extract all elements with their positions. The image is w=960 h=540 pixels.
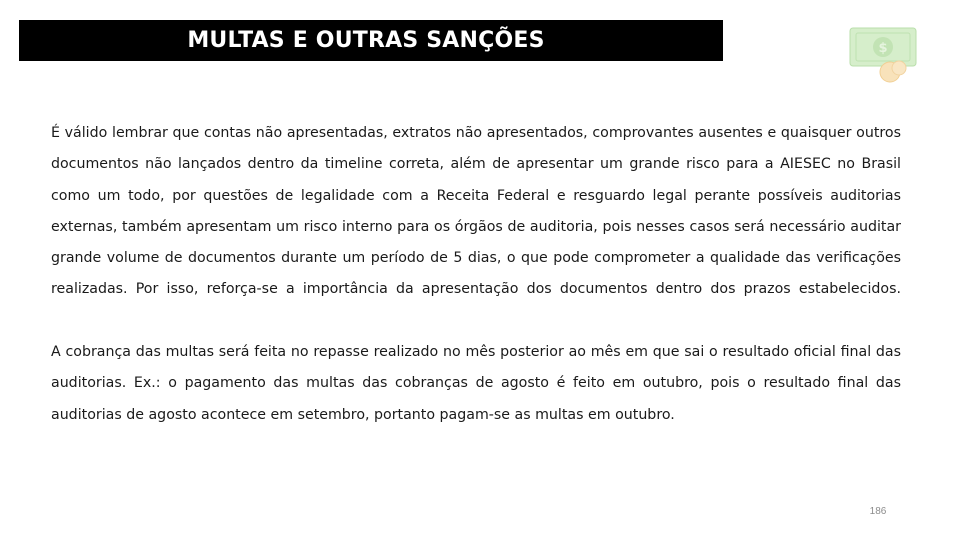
svg-text:$: $ xyxy=(878,41,888,56)
page-title: MULTAS E OUTRAS SANÇÕES xyxy=(187,28,545,53)
paragraph-spacer xyxy=(51,306,901,337)
money-bill-coins-icon xyxy=(846,24,918,90)
paragraph-fines-collection: A cobrança das multas será feita no repasse realizado no mês posterior ao mês em que sai o resultado oficial final das auditorias. Ex.: o pagamento das multas das cobranças de agosto é feito em outubro, pois o resultado final das auditorias de agosto acontece em setembro, portanto pagam-se as multas em outubro. xyxy=(51,344,901,423)
page-number: 186 xyxy=(869,506,887,517)
paragraph-fines-risk: É válido lembrar que contas não apresentadas, extratos não apresentados, comprovantes ausentes e quaisquer outros documentos não lançados dentro da timeline correta, além de apresentar um grande risco para a AIESEC no Brasil como um todo, por questões de legalidade com a Receita Federal e resguardo legal perante possíveis auditorias externas, também apresentam um risco interno para os órgãos de auditoria, pois nesses casos será necessário auditar grande volume de documentos durante um período de 5 dias, o que pode comprometer a qualidade das verificações realizadas. Por isso, reforça-se a importância da apresentação dos documentos dentro dos prazos estabelecidos. xyxy=(51,125,901,298)
title-bar xyxy=(19,20,723,61)
body-text xyxy=(51,118,901,431)
